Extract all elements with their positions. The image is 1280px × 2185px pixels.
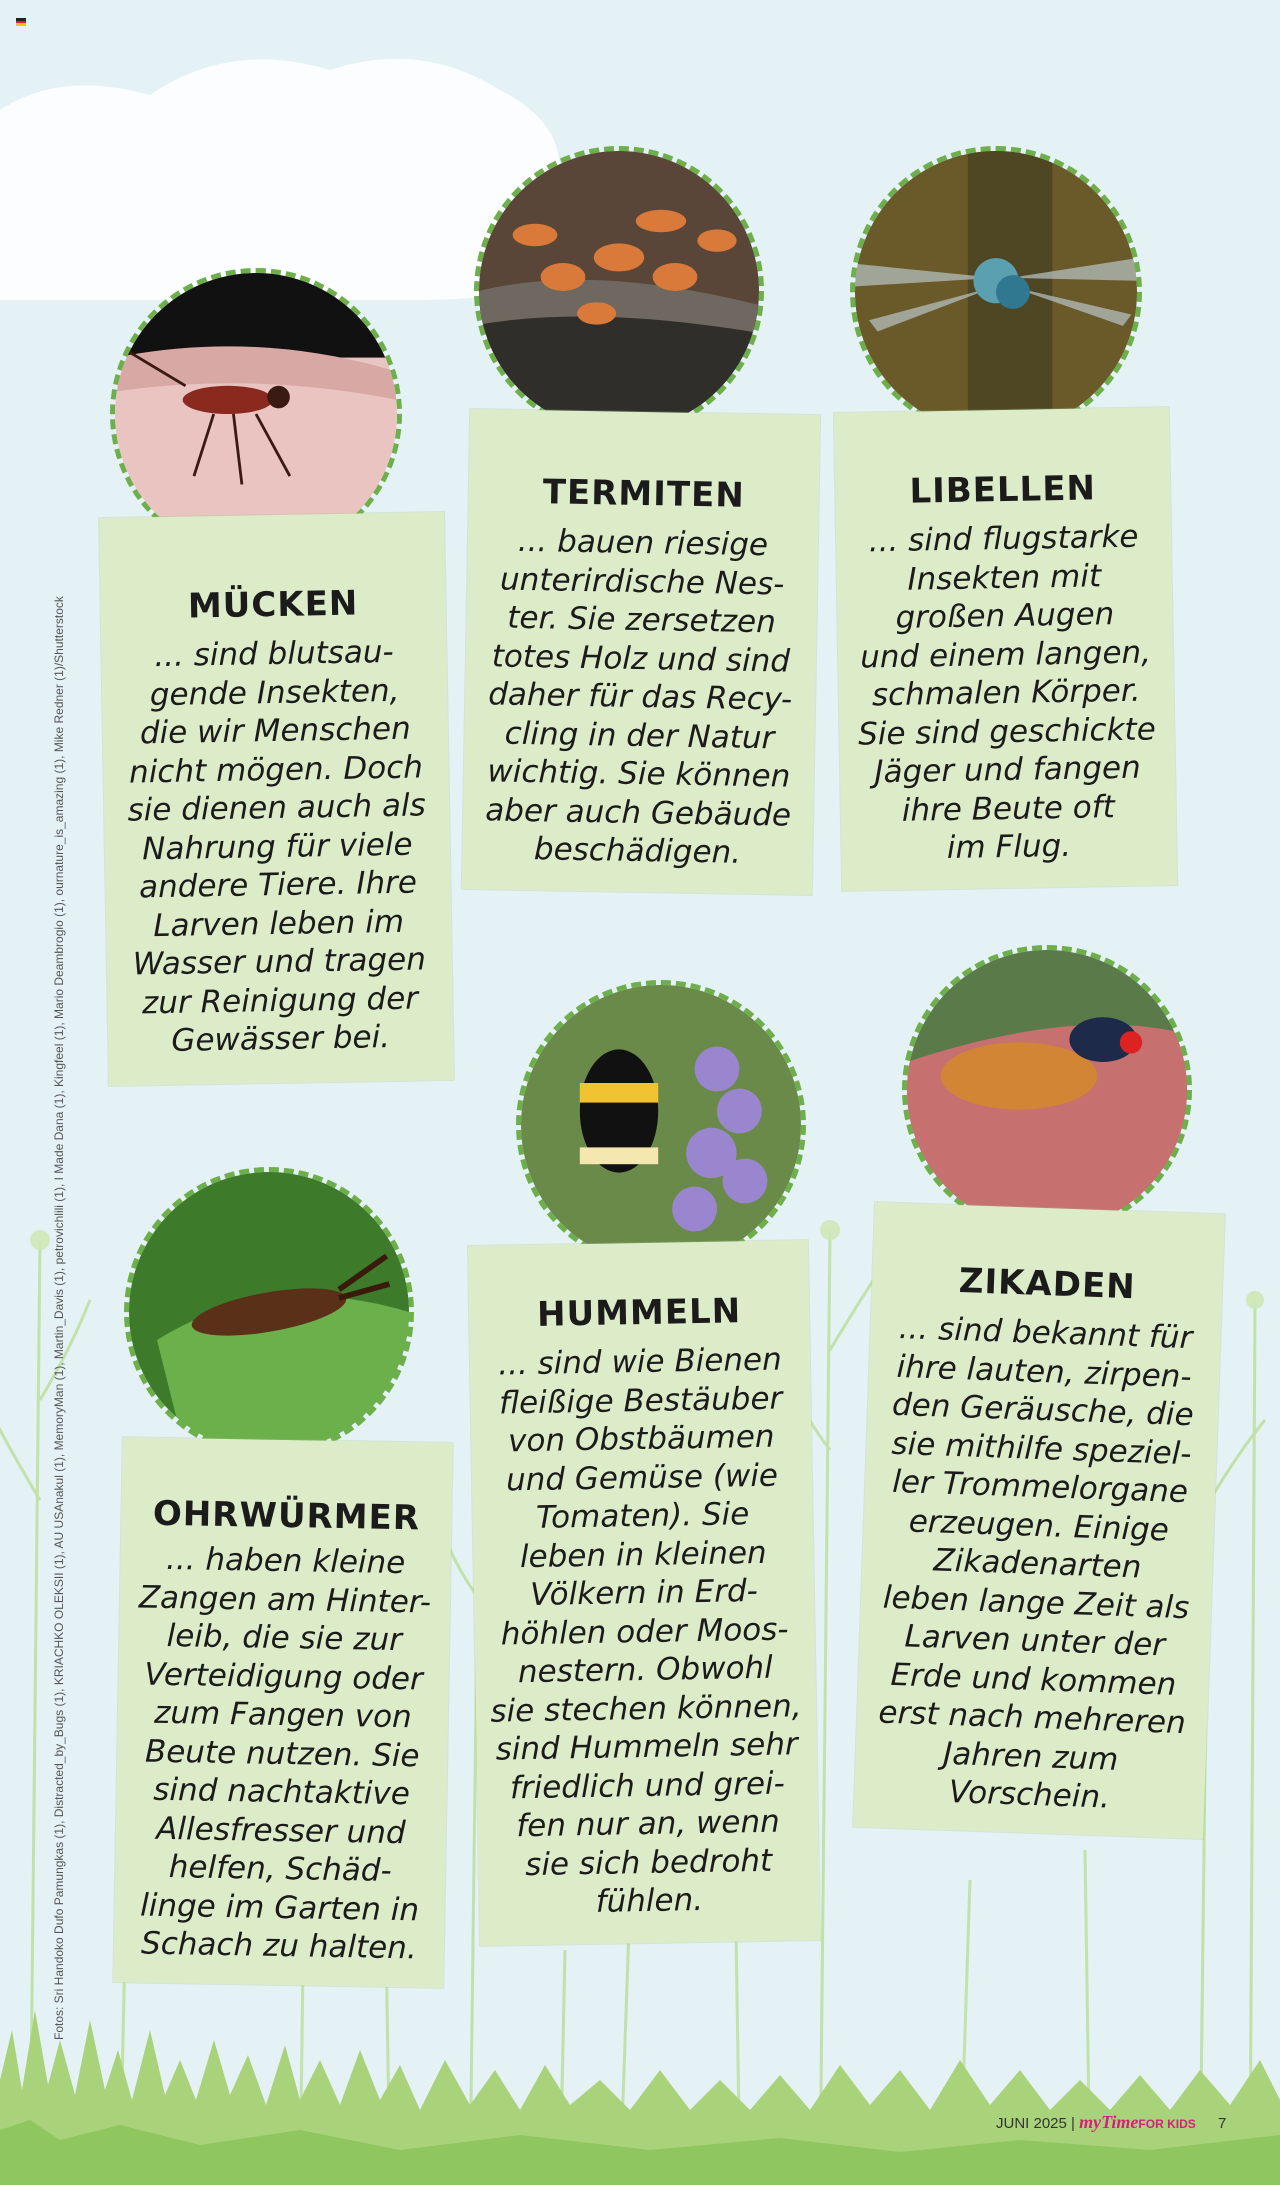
- flag-icon: [16, 18, 26, 26]
- card-zikaden: [853, 1202, 1225, 1839]
- brand-suffix: FOR KIDS: [1138, 2117, 1196, 2131]
- card-text: ... sind flugstarke Insekten mit großen Augen und einem langen, schmalen Körper. Sie sind geschickte Jäger und fangen ihre Beute oft im Flug.: [857, 518, 1157, 867]
- brand-logo: myTime: [1079, 2112, 1139, 2132]
- card-text: ... bauen riesige unterirdische Nes- ter. Sie zersetzen totes Holz und sind daher für das Recy- cling in der Natur wichtig. Sie können aber auch Gebäude beschädigen.: [485, 522, 793, 871]
- card-title: HUMMELN: [536, 1291, 742, 1335]
- card-ohrwuermer: [113, 1437, 452, 1988]
- issue-date: JUNI 2025 |: [996, 2115, 1075, 2132]
- bumblebee-photo: [516, 980, 806, 1270]
- page-footer: [996, 2112, 1226, 2133]
- card-title: LIBELLEN: [909, 468, 1097, 512]
- card-libellen: [834, 407, 1177, 891]
- photo-credits: Fotos: Sri Handoko Dufo Pamungkas (1), Distracted_by_Bugs (1), KRIACHKO OLEKSII (1), AU USAnakul (1), MemoryMan (1), Martin_Davis (1), petrovichlili (1), I Made Dana (1), Kingfeel (1), Mario Deambrogio (1), ournature_is_amazing (1), Mike Redner (1)/Shutterstock: [52, 596, 66, 2040]
- card-title: ZIKADEN: [958, 1261, 1137, 1308]
- cicada-photo: [902, 945, 1192, 1235]
- page-number: 7: [1217, 2115, 1227, 2132]
- card-hummeln: [468, 1240, 820, 1946]
- card-text: ... sind wie Bienen fleißige Bestäuber von Obstbäumen und Gemüse (wie Tomaten). Sie leben in kleinen Völkern in Erd- höhlen oder Moos- nestern. Obwohl sie stechen können, sind Hummeln sehr friedlich und grei- fen nur an, wenn sie sich bedroht fühlen.: [490, 1341, 802, 1920]
- card-title: TERMITEN: [542, 472, 746, 516]
- termites-photo: [474, 146, 764, 436]
- earwig-photo: [124, 1167, 414, 1457]
- card-text: ... sind blutsau- gende Insekten, die wir Menschen nicht mögen. Doch sie dienen auch als Nahrung für viele andere Tiere. Ihre Larven leben im Wasser und tragen zur Reinigung der Gewässer bei.: [127, 633, 427, 1059]
- card-text: ... haben kleine Zangen am Hinter- leib, die sie zur Verteidigung oder zum Fangen von Beute nutzen. Sie sind nachtaktive Allesfresser und helfen, Schäd- linge im Garten in Schach zu halten.: [138, 1540, 432, 1967]
- card-text: ... sind bekannt für ihre lauten, zirpen- den Geräusche, die sie mithilfe speziel- ler Trommelorgane erzeugen. Einige Zikadenarten leben lange Zeit als Larven unter der Erde und kommen erst nach mehreren Jahren zum Vorschein.: [877, 1310, 1195, 1816]
- dragonfly-photo: [850, 146, 1142, 438]
- card-termiten: [462, 409, 820, 895]
- card-title: OHRWÜRMER: [152, 1493, 421, 1539]
- card-muecken: [99, 512, 454, 1086]
- card-title: MÜCKEN: [187, 583, 359, 627]
